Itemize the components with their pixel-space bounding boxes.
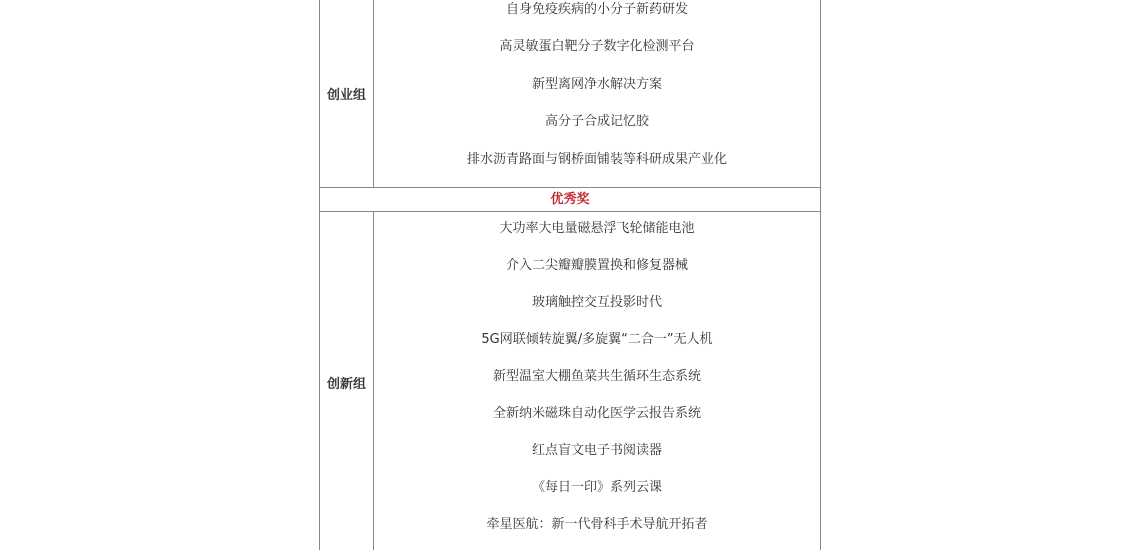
group-innovation	[320, 212, 820, 550]
project-item: 玻璃触控交互投影时代	[531, 295, 662, 310]
award-header: 优秀奖	[320, 188, 820, 212]
group-label: 创新组	[320, 212, 374, 550]
project-item: 高分子合成记忆胶	[544, 114, 649, 130]
project-item: 牵星医航：新一代骨科手术导航开拓者	[486, 517, 708, 532]
awards-table	[319, 0, 821, 550]
project-item: 新型离网净水解决方案	[531, 76, 662, 92]
project-item: 高灵敏蛋白靶分子数字化检测平台	[499, 39, 695, 55]
project-item: 全新纳米磁珠自动化医学云报告系统	[492, 406, 701, 421]
project-item: 介入二尖瓣瓣膜置换和修复器械	[505, 258, 688, 273]
project-item: 大功率大电量磁悬浮飞轮储能电池	[499, 221, 695, 236]
group-startup	[320, 0, 820, 188]
project-list	[374, 212, 820, 550]
group-label: 创业组	[320, 0, 374, 187]
project-item: 《每日一印》系列云课	[531, 480, 662, 495]
project-item: 5G网联倾转旋翼/多旋翼“二合一”无人机	[481, 332, 713, 347]
project-item: 新型温室大棚鱼菜共生循环生态系统	[492, 369, 701, 384]
project-item: 排水沥青路面与钢桥面铺装等科研成果产业化	[466, 151, 727, 167]
project-item: 自身免疫疾病的小分子新药研发	[505, 2, 688, 17]
project-list	[374, 0, 820, 187]
project-item: 红点盲文电子书阅读器	[531, 443, 662, 458]
